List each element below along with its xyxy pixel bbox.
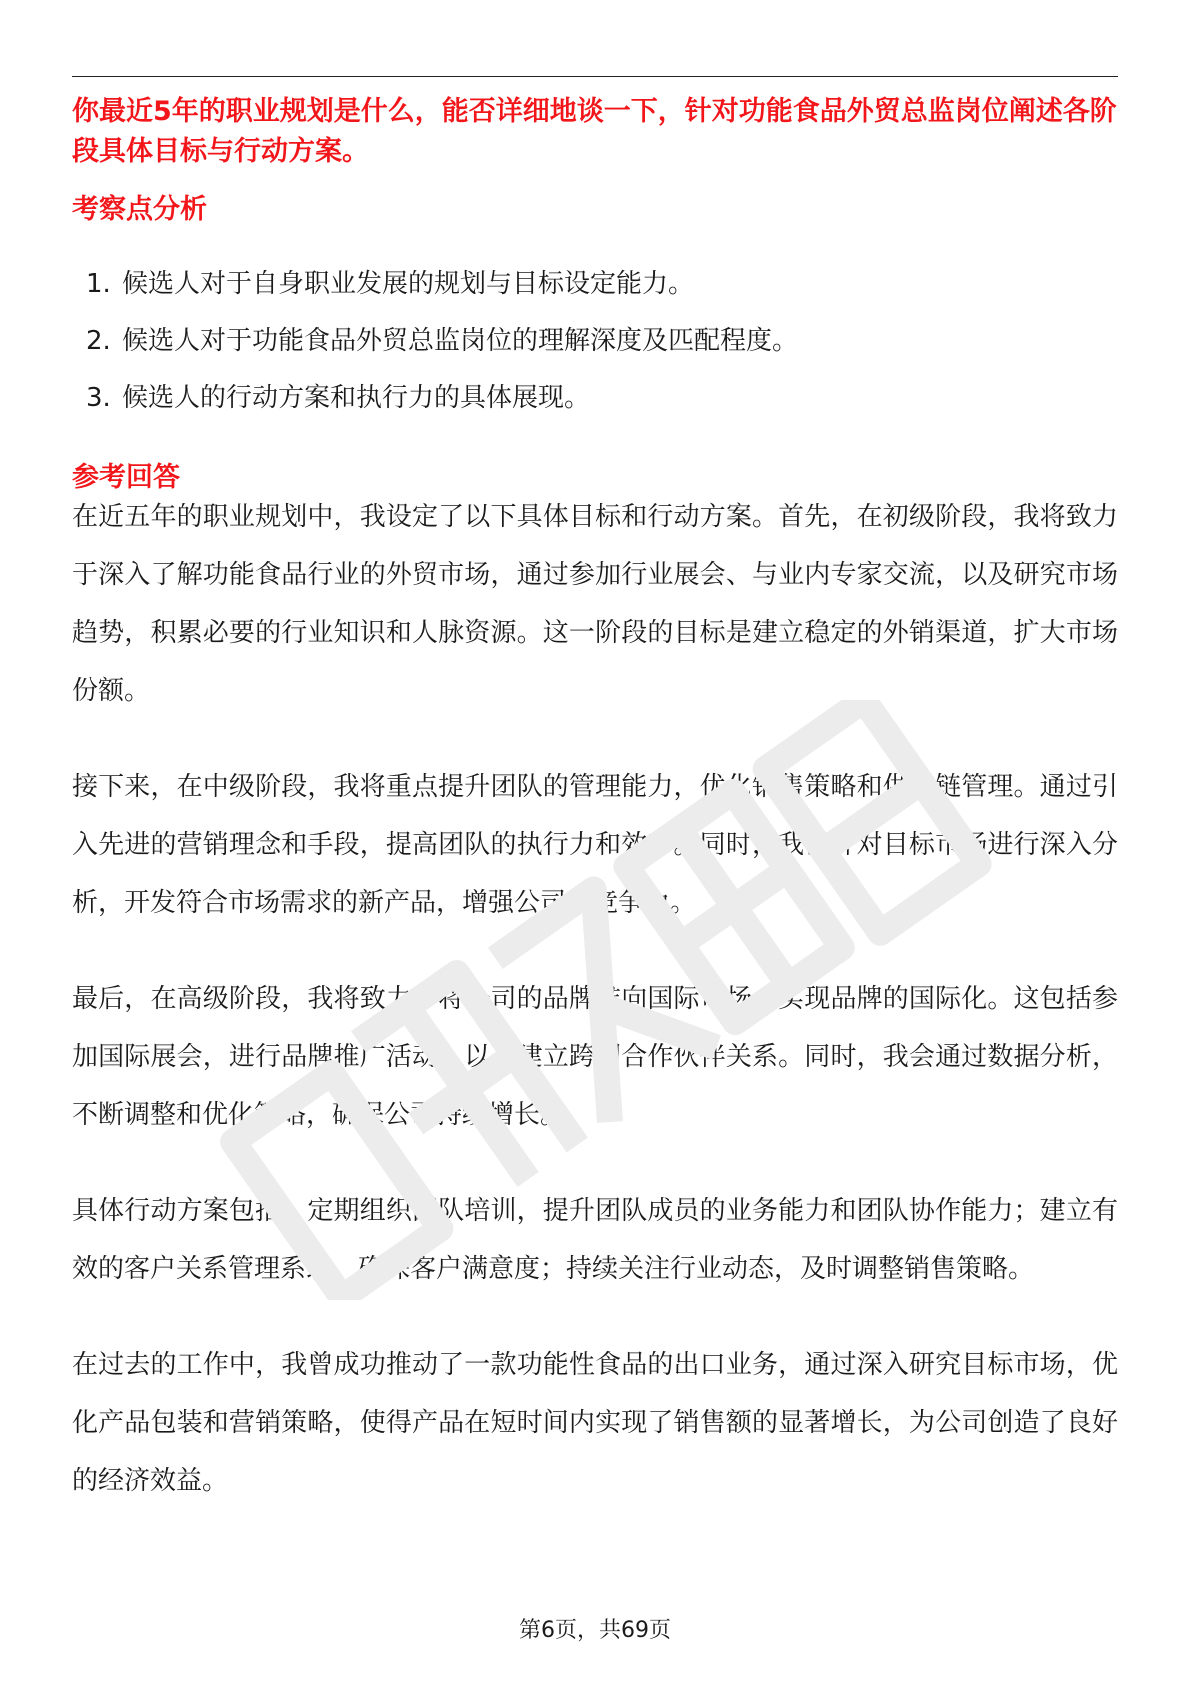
point-number: 3. xyxy=(86,383,111,413)
analysis-point xyxy=(72,378,798,418)
answer-paragraph: 在过去的工作中，我曾成功推动了一款功能性食品的出口业务，通过深入研究目标市场，优化产品包装和营销策略，使得产品在短时间内实现了销售额的显著增长，为公司创造了良好的经济效益。 xyxy=(72,1350,1118,1496)
analysis-point xyxy=(72,264,798,304)
answer-paragraph: 在近五年的职业规划中，我设定了以下具体目标和行动方案。首先，在初级阶段，我将致力于深入了解功能食品行业的外贸市场，通过参加行业展会、与业内专家交流，以及研究市场趋势，积累必要的行业知识和人脉资源。这一阶段的目标是建立稳定的外销渠道，扩大市场份额。 xyxy=(72,502,1118,706)
page-footer: 第6页，共69页 xyxy=(519,1618,671,1643)
answer-body xyxy=(72,488,1118,1548)
point-text: 候选人对于功能食品外贸总监岗位的理解深度及匹配程度。 xyxy=(122,326,799,356)
analysis-heading: 考察点分析 xyxy=(72,194,207,225)
point-number: 1. xyxy=(86,269,111,299)
point-number: 2. xyxy=(86,326,111,356)
question-title: 你最近5年的职业规划是什么，能否详细地谈一下，针对功能食品外贸总监岗位阐述各阶段具体目标与行动方案。 xyxy=(72,96,1117,167)
top-divider xyxy=(72,76,1118,77)
analysis-points xyxy=(72,264,798,435)
answer-paragraph: 接下来，在中级阶段，我将重点提升团队的管理能力，优化销售策略和供应链管理。通过引入先进的营销理念和手段，提高团队的执行力和效率。同时，我会针对目标市场进行深入分析，开发符合市场需求的新产品，增强公司的竞争力。 xyxy=(72,772,1118,918)
answer-paragraph: 具体行动方案包括：定期组织团队培训，提升团队成员的业务能力和团队协作能力；建立有效的客户关系管理系统，确保客户满意度；持续关注行业动态，及时调整销售策略。 xyxy=(72,1196,1118,1284)
document-page xyxy=(72,0,1118,1684)
answer-paragraph: 最后，在高级阶段，我将致力于将公司的品牌推向国际市场，实现品牌的国际化。这包括参加国际展会，进行品牌推广活动，以及建立跨国合作伙伴关系。同时，我会通过数据分析，不断调整和优化策略，确保公司持续增长。 xyxy=(72,984,1118,1130)
answer-heading: 参考回答 xyxy=(72,462,180,493)
point-text: 候选人的行动方案和执行力的具体展现。 xyxy=(122,383,591,413)
analysis-point xyxy=(72,321,798,361)
point-text: 候选人对于自身职业发展的规划与目标设定能力。 xyxy=(122,269,695,299)
